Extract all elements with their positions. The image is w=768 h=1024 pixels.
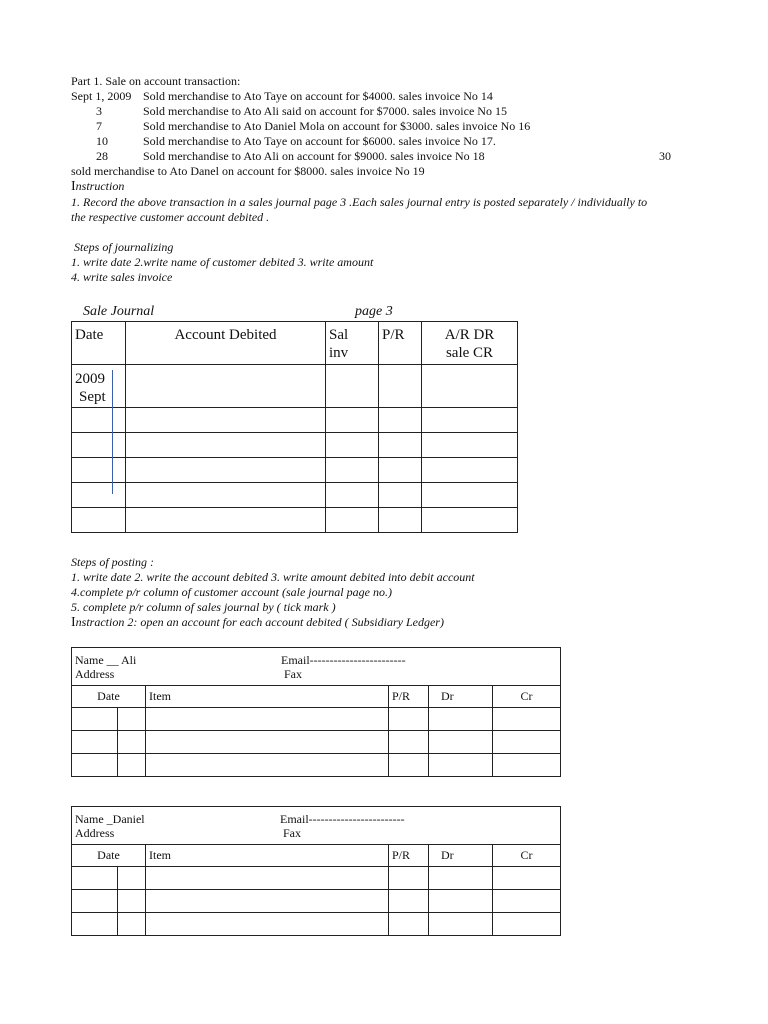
instruction-line: 1. Record the above transaction in a sales journal page 3 .Each sales journal entry is posted separately / individually to (71, 195, 648, 209)
cell[interactable] (493, 890, 561, 913)
instruction2-text: nstraction 2: open an account for each account debited ( Subsidiary Ledger) (75, 615, 444, 629)
ledger-fax: Fax (283, 826, 301, 840)
col-dr: Dr (429, 845, 493, 867)
table-row (72, 433, 518, 458)
cell-date[interactable] (72, 458, 126, 483)
col-item: Item (146, 686, 389, 708)
cell[interactable] (118, 754, 146, 777)
col-item: Item (146, 845, 389, 867)
cell-pr[interactable] (379, 458, 422, 483)
part1-heading: Part 1. Sale on account transaction: (71, 74, 241, 88)
journalizing-step: 4. write sales invoice (71, 270, 173, 284)
transaction-text: Sold merchandise to Ato Daniel Mola on account for $3000. sales invoice No 16 (143, 119, 531, 133)
posting-step: 5. complete p/r column of sales journal by ( tick mark ) (71, 600, 336, 614)
cell-account[interactable] (126, 458, 326, 483)
header-sales-invoice-line: inv (329, 345, 349, 361)
cell-date[interactable] (72, 433, 126, 458)
cell-pr[interactable] (379, 408, 422, 433)
cell-date[interactable] (72, 408, 126, 433)
cell-amount[interactable] (422, 365, 518, 408)
cell[interactable] (118, 867, 146, 890)
cell[interactable] (118, 708, 146, 731)
ledger-name: Name _Daniel (75, 812, 145, 826)
cell[interactable] (146, 754, 389, 777)
cell-pr[interactable] (379, 365, 422, 408)
header-date: Date (72, 322, 126, 365)
instruction-heading (71, 179, 124, 194)
cell[interactable] (146, 708, 389, 731)
cell-date[interactable] (72, 365, 126, 408)
date-year: 2009 (75, 371, 105, 387)
transaction-text: Sold merchandise to Ato Taye on account for $4000. sales invoice No 14 (143, 89, 493, 103)
ledger-fax: Fax (284, 667, 302, 681)
transaction-date: 7 (96, 119, 102, 133)
cell[interactable] (429, 913, 493, 936)
cell-invoice[interactable] (326, 433, 379, 458)
ledger-address: Address (75, 667, 115, 681)
col-dr: Dr (429, 686, 493, 708)
cell-account[interactable] (126, 408, 326, 433)
instruction2 (71, 615, 444, 630)
cell-date[interactable] (72, 483, 126, 508)
transaction-date: 10 (96, 134, 108, 148)
sales-journal-table (71, 321, 518, 533)
cell[interactable] (118, 731, 146, 754)
cell-account[interactable] (126, 483, 326, 508)
transaction-text: sold merchandise to Ato Danel on account for $8000. sales invoice No 19 (71, 164, 425, 178)
cell-invoice[interactable] (326, 508, 379, 533)
cell[interactable] (389, 867, 429, 890)
transaction-date: 28 (96, 149, 108, 163)
cell[interactable] (429, 890, 493, 913)
sales-journal-title: Sale Journal (83, 304, 155, 319)
cell-invoice[interactable] (326, 365, 379, 408)
cell-amount[interactable] (422, 433, 518, 458)
cell[interactable] (429, 754, 493, 777)
transaction-date: Sept 1, 2009 (71, 89, 132, 103)
cell-amount[interactable] (422, 408, 518, 433)
header-amount-line: sale CR (445, 345, 494, 361)
drop-letter: I (71, 615, 76, 630)
table-row (72, 708, 561, 731)
text-cursor (112, 370, 113, 494)
posting-heading: Steps of posting : (71, 555, 154, 569)
table-row (72, 408, 518, 433)
header-amount (422, 322, 518, 365)
header-sales-invoice (326, 322, 379, 365)
col-date: Date (72, 845, 146, 867)
cell[interactable] (429, 867, 493, 890)
ledger-name: Name __ Ali (75, 653, 137, 667)
cell[interactable] (429, 708, 493, 731)
cell-pr[interactable] (379, 433, 422, 458)
header-pr: P/R (379, 322, 422, 365)
cell[interactable] (389, 731, 429, 754)
ledger-address: Address (75, 826, 115, 840)
cell[interactable] (72, 890, 118, 913)
col-pr: P/R (389, 845, 429, 867)
drop-letter: I (71, 179, 76, 194)
table-row (72, 508, 518, 533)
table-row (72, 365, 518, 408)
ledger-email: Email------------------------ (281, 653, 406, 667)
cell[interactable] (146, 913, 389, 936)
cell[interactable] (493, 913, 561, 936)
cell[interactable] (493, 754, 561, 777)
posting-step: 1. write date 2. write the account debited 3. write amount debited into debit account (71, 570, 475, 584)
cell[interactable] (389, 913, 429, 936)
col-date: Date (72, 686, 146, 708)
transaction-date: 3 (96, 104, 102, 118)
transaction-text: Sold merchandise to Ato Taye on account for $6000. sales invoice No 17. (143, 134, 496, 148)
date-month: Sept (79, 389, 106, 405)
header-sales-invoice-line: Sal (329, 327, 349, 343)
cell[interactable] (72, 913, 118, 936)
table-row (72, 913, 561, 936)
cell-account[interactable] (126, 433, 326, 458)
cell-amount[interactable] (422, 508, 518, 533)
ledger-info (72, 648, 561, 686)
ledger-daniel (71, 806, 561, 936)
cell[interactable] (493, 731, 561, 754)
cell[interactable] (118, 890, 146, 913)
cell[interactable] (118, 913, 146, 936)
cell-pr[interactable] (379, 483, 422, 508)
transaction-date: 30 (659, 149, 671, 163)
cell[interactable] (72, 731, 118, 754)
cell[interactable] (146, 731, 389, 754)
transaction-text: Sold merchandise to Ato Ali on account for $9000. sales invoice No 18 (143, 149, 485, 163)
cell[interactable] (389, 890, 429, 913)
ledger-info (72, 807, 561, 845)
sales-journal-page: page 3 (355, 304, 393, 319)
ledger-ali (71, 647, 561, 777)
col-pr: P/R (389, 686, 429, 708)
cell-pr[interactable] (379, 508, 422, 533)
cell[interactable] (429, 731, 493, 754)
col-cr: Cr (493, 845, 561, 867)
instruction-heading-text: nstruction (75, 179, 125, 193)
cell[interactable] (493, 867, 561, 890)
cell[interactable] (146, 867, 389, 890)
transaction-text: Sold merchandise to Ato Ali said on account for $7000. sales invoice No 15 (143, 104, 507, 118)
table-row (72, 754, 561, 777)
table-row (72, 867, 561, 890)
col-cr: Cr (493, 686, 561, 708)
table-row (72, 483, 518, 508)
cell[interactable] (72, 754, 118, 777)
cell-account[interactable] (126, 365, 326, 408)
cell[interactable] (389, 708, 429, 731)
cell-invoice[interactable] (326, 408, 379, 433)
instruction-line: the respective customer account debited . (71, 210, 270, 224)
cell[interactable] (389, 754, 429, 777)
journalizing-step: 1. write date 2.write name of customer debited 3. write amount (71, 255, 374, 269)
journalizing-heading: Steps of journalizing (74, 240, 174, 254)
cell-invoice[interactable] (326, 483, 379, 508)
ledger-email: Email------------------------ (280, 812, 405, 826)
cell-date[interactable] (72, 508, 126, 533)
cell[interactable] (146, 890, 389, 913)
posting-step: 4.complete p/r column of customer account (sale journal page no.) (71, 585, 392, 599)
table-row (72, 458, 518, 483)
cell-amount[interactable] (422, 483, 518, 508)
header-account-debited: Account Debited (126, 322, 326, 365)
cell-account[interactable] (126, 508, 326, 533)
table-row (72, 890, 561, 913)
cell[interactable] (72, 708, 118, 731)
cell[interactable] (493, 708, 561, 731)
header-amount-line: A/R DR (444, 327, 495, 343)
cell-amount[interactable] (422, 458, 518, 483)
cell-invoice[interactable] (326, 458, 379, 483)
table-row (72, 731, 561, 754)
cell[interactable] (72, 867, 118, 890)
